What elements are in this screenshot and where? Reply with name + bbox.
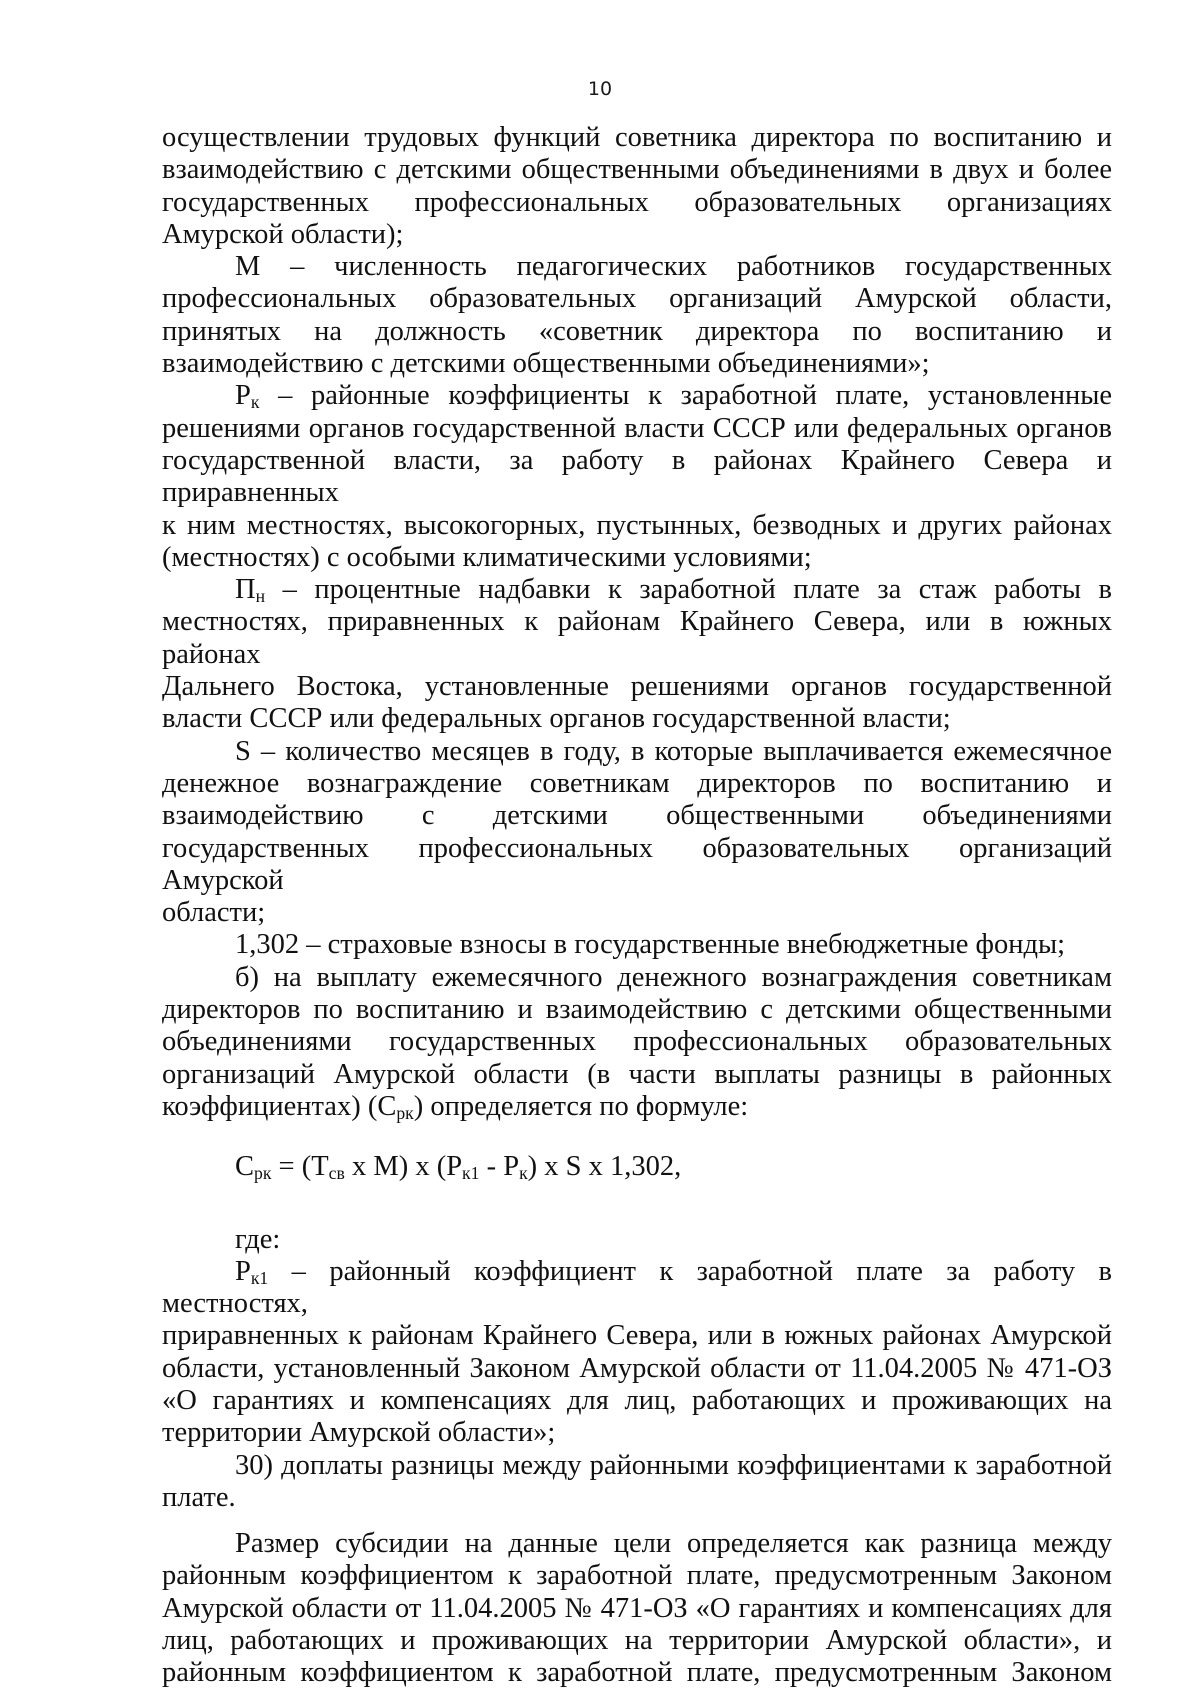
text-line: осуществлении трудовых функций советника директора по воспитанию и [162, 122, 1112, 153]
text-line: к ним местностях, высокогорных, пустынных, безводных и других районах [162, 509, 1112, 541]
text-line: б) на выплату ежемесячного денежного вознаграждения советникам [235, 961, 1112, 993]
text-line: Размер субсидии на данные цели определяется как разница между [235, 1528, 1112, 1560]
text-line: взаимодействию с детскими общественными объединениями»; [162, 348, 930, 380]
text-line: денежное вознаграждение советникам директоров по воспитанию и [162, 767, 1112, 799]
text-line: объединениями государственных профессиональных образовательных [162, 1026, 1112, 1058]
text-line: взаимодействию с детскими общественными объединениями [162, 800, 1112, 832]
text-line: организаций Амурской области (в части выплаты разницы в районных [162, 1058, 1112, 1090]
rk-definition-line: $Р_к$ – районные коэффициенты к заработной плате, установленные [235, 380, 1112, 413]
text-line: районным коэффициентом к заработной плате, предусмотренным Законом [162, 1657, 1112, 1689]
text-line: 30) доплаты разницы между районными коэффициентами к заработной [235, 1449, 1112, 1481]
rk1-symbol: $Р_{к1}$ [235, 1255, 269, 1288]
pn-symbol: $П_н$ [235, 574, 266, 607]
text-line: (местностях) с особыми климатическими условиями; [162, 541, 812, 573]
text-line: Амурской области от 11.04.2005 № 471-ОЗ «О гарантиях и компенсациях для [162, 1592, 1112, 1624]
text-line: местностях, приравненных к районам Крайнего Севера, или в южных районах [162, 606, 1112, 670]
text-line: директоров по воспитанию и взаимодействию с детскими общественными [162, 994, 1112, 1026]
crk-symbol: $С_{рк}$ [377, 1090, 414, 1123]
text-line: территории Амурской области»; [162, 1417, 556, 1449]
text-line: где: [235, 1223, 281, 1255]
text-line: Дальнего Востока, установленные решениями органов государственной [162, 671, 1112, 703]
text-line: районным коэффициентом к заработной плате, предусмотренным Законом [162, 1560, 1112, 1592]
text-line: государственных профессиональных образовательных организаций Амурской [162, 832, 1112, 896]
text-line: власти СССР или федеральных органов государственной власти; [162, 703, 951, 735]
text-line: S – количество месяцев в году, в которые выплачивается ежемесячное [235, 735, 1112, 767]
text-line: плате. [162, 1481, 236, 1513]
text-line: области; [162, 897, 266, 929]
text-line: «О гарантиях и компенсациях для лиц, работающих и проживающих на [162, 1384, 1112, 1416]
text-line: лиц, работающих и проживающих на территории Амурской области», и [162, 1625, 1112, 1657]
rk-symbol: $Р_к$ [235, 380, 260, 413]
document-body [162, 122, 1112, 1690]
text-line: принятых на должность «советник директора по воспитанию и [162, 315, 1112, 347]
text-line: государственных профессиональных образовательных организациях [162, 186, 1112, 218]
text-line: взаимодействию с детскими общественными объединениями в двух и более [162, 154, 1112, 186]
crk-line: коэффициентах) $(С_{рк})$ определяется по формуле: [162, 1090, 749, 1123]
text-line: 1,302 – страховые взносы в государственные внебюджетные фонды; [235, 929, 1066, 961]
page-number: 10 [587, 78, 613, 100]
text-line: решениями органов государственной власти СССР или федеральных органов [162, 412, 1112, 444]
formula: $С_{рк} = (Т_{св}$ x М) x $(Р_{к1} - Р_к)$ x S x 1,302, [235, 1151, 682, 1184]
text-line: области, установленный Законом Амурской области от 11.04.2005 № 471-ОЗ [162, 1352, 1112, 1384]
text-line: Амурской области); [162, 218, 404, 250]
text-line: профессиональных образовательных организаций Амурской области, [162, 283, 1112, 315]
pn-definition-line: $П_н$ – процентные надбавки к заработной плате за стаж работы в [235, 574, 1113, 607]
text-line: государственной власти, за работу в районах Крайнего Севера и приравненных [162, 444, 1112, 509]
rk1-definition-line: $Р_{к1}$ – районный коэффициент к заработной плате за работу в местностях, [162, 1255, 1113, 1320]
text-line: приравненных к районам Крайнего Севера, или в южных районах Амурской [162, 1320, 1112, 1352]
text-line: М – численность педагогических работников государственных [235, 251, 1112, 283]
paragraph-gap [162, 1514, 1112, 1528]
